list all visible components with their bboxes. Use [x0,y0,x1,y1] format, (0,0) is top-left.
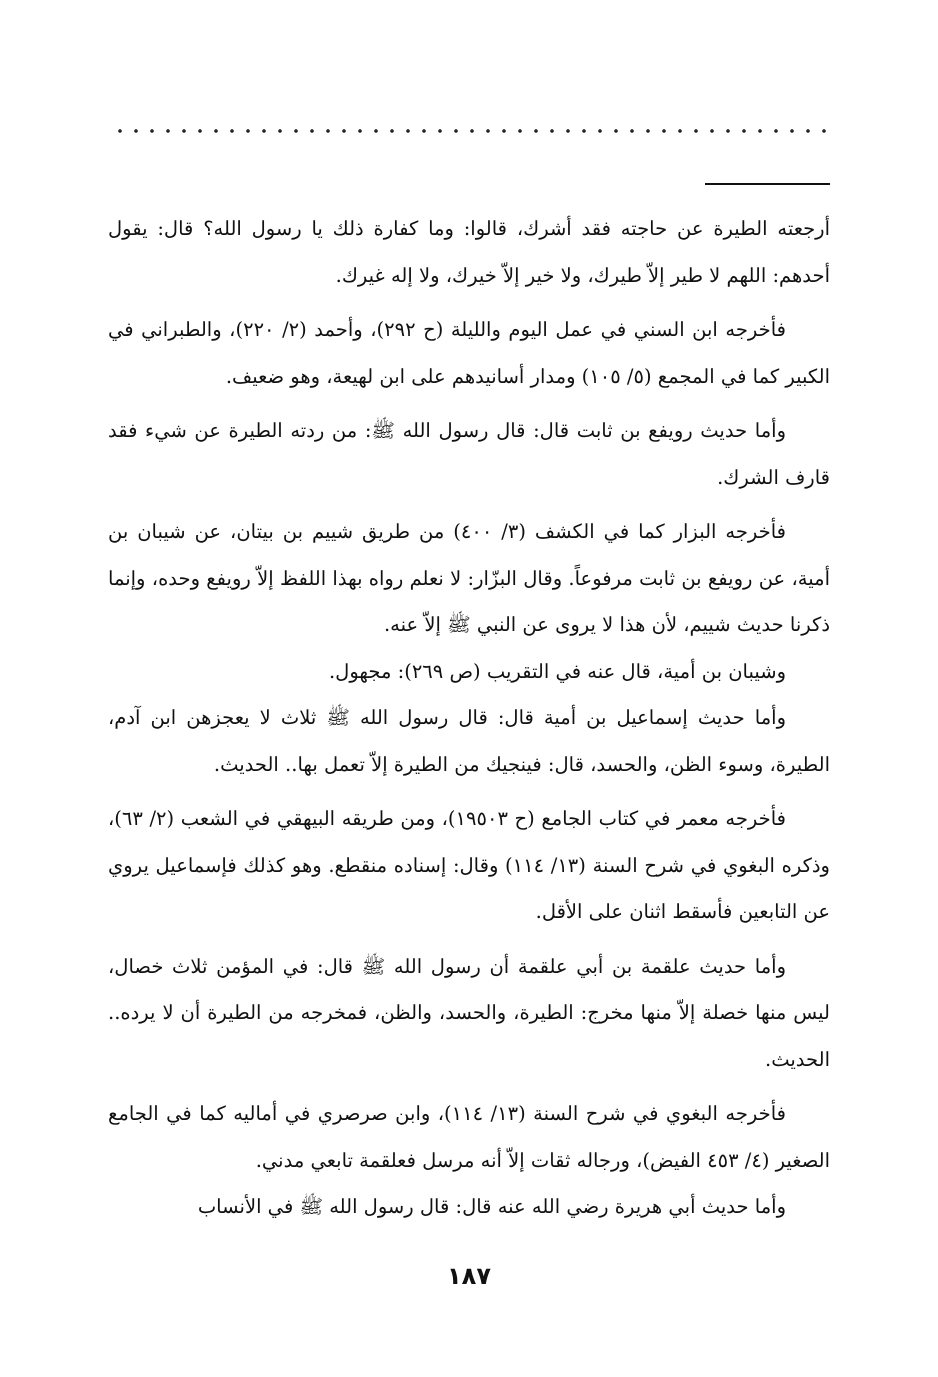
paragraph: وأما حديث علقمة بن أبي علقمة أن رسول الله ﷺ قال: في المؤمن ثلاث خصال، ليس منها خصلة إلاّ منها مخرج: الطيرة، والحسد، والظن، فمخرجه من الطيرة أن لا يرده.. الحديث. [108,954,830,1071]
dotted-separator [112,126,828,136]
paragraph: أرجعته الطيرة عن حاجته فقد أشرك، قالوا: وما كفارة ذلك يا رسول الله؟ قال: يقول أحدهم: اللهم لا طير إلاّ طيرك، ولا خير إلاّ خيرك، ولا إله غيرك. [108,217,830,287]
footnote-rule [705,183,830,185]
footnote-body [108,206,830,1231]
paragraph: فأخرجه البزار كما في الكشف (٣/ ٤٠٠) من طريق شييم بن بيتان، عن شيبان بن أمية، عن رويفع بن ثابت مرفوعاً. وقال البزّار: لا نعلم رواه بهذا اللفظ إلاّ رويفع وحده، وإنما ذكرنا حديث شييم، لأن هذا لا يروى عن النبي ﷺ إلاّ عنه. [108,520,830,636]
paragraph: فأخرجه ابن السني في عمل اليوم والليلة (ح ٢٩٢)، وأحمد (٢/ ٢٢٠)، والطبراني في الكبير كما في المجمع (٥/ ١٠٥) ومدار أسانيدهم على ابن لهيعة، وهو ضعيف. [108,318,830,388]
paragraph: فأخرجه معمر في كتاب الجامع (ح ١٩٥٠٣)، ومن طريقه البيهقي في الشعب (٢/ ٦٣)، وذكره البغوي في شرح السنة (١٣/ ١١٤) وقال: إسناده منقطع. وهو كذلك فإسماعيل يروي عن التابعين فأسقط اثنان على الأقل. [108,807,830,923]
paragraph: فأخرجه البغوي في شرح السنة (١٣/ ١١٤)، وابن صرصري في أماليه كما في الجامع الصغير (٤/ ٤٥٣ الفيض)، ورجاله ثقات إلاّ أنه مرسل فعلقمة تابعي مدني. [108,1102,830,1172]
page-number: ١٨٧ [447,1262,491,1290]
paragraph: وأما حديث أبي هريرة رضي الله عنه قال: قال رسول الله ﷺ في الأنساب [197,1195,786,1218]
paragraph: وشيبان بن أمية، قال عنه في التقريب (ص ٢٦٩): مجهول. [328,659,786,683]
paragraph: وأما حديث إسماعيل بن أمية قال: قال رسول الله ﷺ ثلاث لا يعجزهن ابن آدم، الطيرة، وسوء الظن، والحسد، قال: فينجيك من الطيرة إلاّ تعمل بها.. الحديث. [108,706,830,776]
paragraph: وأما حديث رويفع بن ثابت قال: قال رسول الله ﷺ: من ردته الطيرة عن شيء فقد قارف الشرك. [108,419,830,489]
